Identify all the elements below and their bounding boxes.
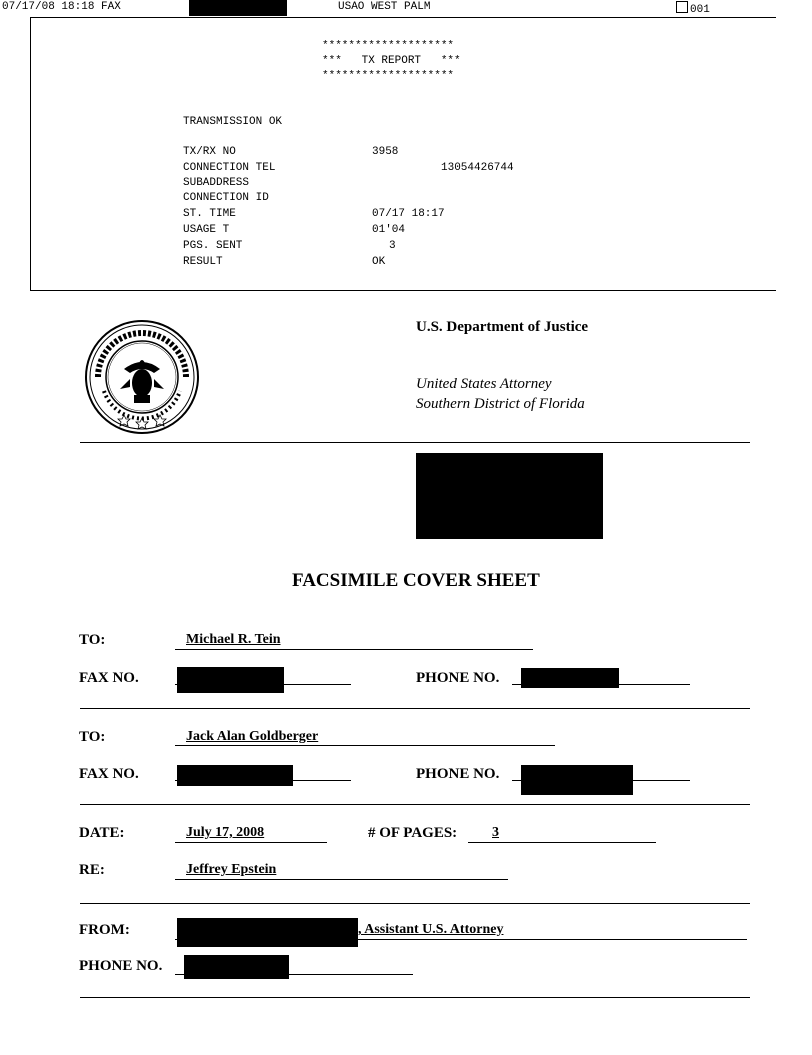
dept-name: U.S. Department of Justice — [416, 319, 589, 335]
phone-label: PHONE NO. — [416, 670, 500, 686]
pages-label: # OF PAGES: — [368, 825, 458, 841]
tx-label: CONNECTION TEL — [183, 162, 276, 174]
field-line — [175, 780, 351, 781]
section-divider — [80, 903, 750, 904]
date-value: July 17, 2008 — [186, 825, 265, 840]
fax-label: FAX NO. — [79, 766, 139, 782]
tx-label: SUBADDRESS — [183, 177, 250, 189]
date-label: DATE: — [79, 825, 125, 841]
from-label: FROM: — [79, 922, 130, 938]
seal-icon — [84, 319, 200, 435]
to-label: TO: — [79, 632, 106, 648]
tx-value: 3958 — [372, 146, 399, 158]
tx-value: 01'04 — [372, 224, 406, 236]
tx-label: RESULT — [183, 256, 223, 268]
phone-label: PHONE NO. — [416, 766, 500, 782]
fax-datetime: 07/17/08 18:18 FAX — [2, 1, 121, 13]
field-line — [512, 780, 690, 781]
redaction — [521, 668, 619, 688]
tx-value: 13054426744 — [441, 162, 514, 174]
fax-page-icon — [676, 1, 688, 13]
fax-page-number — [676, 1, 710, 16]
field-line — [175, 745, 555, 746]
tx-stars-top: ******************** — [322, 40, 455, 52]
field-line — [175, 879, 508, 880]
redaction — [177, 765, 293, 786]
fax-page-no: 001 — [690, 4, 710, 16]
field-line — [175, 939, 747, 940]
cover-title: FACSIMILE COVER SHEET — [292, 570, 540, 591]
district-name: Southern District of Florida — [416, 396, 585, 412]
tx-value: OK — [372, 256, 386, 268]
field-line — [175, 842, 327, 843]
section-divider — [80, 804, 750, 805]
field-line — [175, 684, 351, 685]
field-line — [175, 649, 533, 650]
from-title: , Assistant U.S. Attorney — [358, 922, 504, 937]
redaction — [189, 0, 287, 16]
tx-status: TRANSMISSION OK — [183, 116, 283, 128]
recipient-name: Jack Alan Goldberger — [186, 729, 319, 744]
from-phone-label: PHONE NO. — [79, 958, 163, 974]
redaction — [177, 667, 284, 693]
tx-label: TX/RX NO — [183, 146, 236, 158]
tx-value: 07/17 18:17 — [372, 208, 445, 220]
tx-label: CONNECTION ID — [183, 192, 269, 204]
fax-label: FAX NO. — [79, 670, 139, 686]
office-name: United States Attorney — [416, 376, 552, 392]
re-value: Jeffrey Epstein — [186, 862, 277, 877]
section-divider — [80, 708, 750, 709]
redaction — [184, 955, 289, 979]
recipient-name: Michael R. Tein — [186, 632, 281, 647]
redaction — [177, 918, 358, 947]
field-line — [468, 842, 656, 843]
field-line — [175, 974, 413, 975]
tx-report-title: *** TX REPORT *** — [322, 55, 461, 67]
pages-value: 3 — [492, 825, 499, 840]
redaction — [416, 453, 603, 539]
tx-label: ST. TIME — [183, 208, 236, 220]
tx-value: 3 — [389, 240, 396, 252]
to-label: TO: — [79, 729, 106, 745]
doj-seal — [84, 319, 200, 435]
section-divider — [80, 997, 750, 998]
tx-stars-bottom: ******************** — [322, 70, 455, 82]
field-line — [512, 684, 690, 685]
re-label: RE: — [79, 862, 105, 878]
tx-label: PGS. SENT — [183, 240, 243, 252]
fax-sender: USAO WEST PALM — [338, 1, 431, 13]
letterhead-divider — [80, 442, 750, 443]
tx-label: USAGE T — [183, 224, 230, 236]
